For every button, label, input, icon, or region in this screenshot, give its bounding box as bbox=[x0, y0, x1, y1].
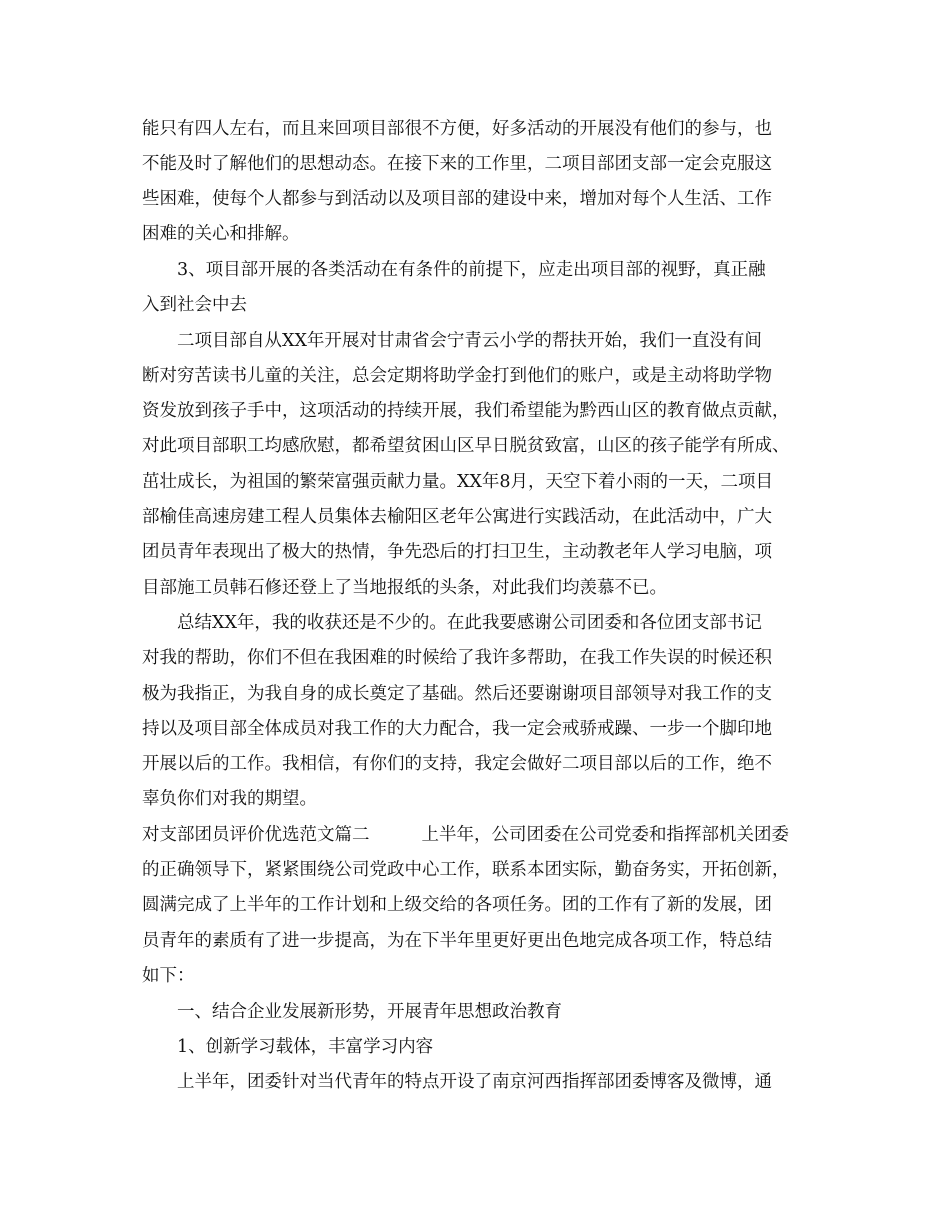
paragraph-line: 入到社会中去 bbox=[142, 295, 247, 315]
paragraph-line: 开展以后的工作。我相信，有你们的支持，我定会做好二项目部以后的工作，绝不 bbox=[142, 754, 772, 774]
paragraph-line: 困难的关心和排解。 bbox=[142, 224, 300, 244]
paragraph-line: 总结XX年，我的收获还是不少的。在此我要感谢公司团委和各位团支部书记 bbox=[177, 613, 762, 633]
paragraph-line: 如下： bbox=[142, 966, 195, 986]
paragraph-line: 二项目部自从XX年开展对甘肃省会宁青云小学的帮扶开始，我们一直没有间 bbox=[177, 331, 762, 351]
paragraph-line: 员青年的素质有了进一步提高，为在下半年里更好更出色地完成各项工作，特总结 bbox=[142, 931, 772, 951]
paragraph-line: 持以及项目部全体成员对我工作的大力配合，我一定会戒骄戒躁、一步一个脚印地 bbox=[142, 719, 772, 739]
paragraph-line: 断对穷苦读书儿童的关注，总会定期将助学金打到他们的账户，或是主动将助学物 bbox=[142, 366, 772, 386]
section-heading-line bbox=[142, 823, 789, 847]
paragraph-line: 能只有四人左右，而且来回项目部很不方便，好多活动的开展没有他们的参与，也 bbox=[142, 119, 772, 139]
paragraph-line: 部榆佳高速房建工程人员集体去榆阳区老年公寓进行实践活动，在此活动中，广大 bbox=[142, 507, 772, 527]
paragraph-line: 不能及时了解他们的思想动态。在接下来的工作里，二项目部团支部一定会克服这 bbox=[142, 154, 772, 174]
paragraph-line: 些困难，使每个人都参与到活动以及项目部的建设中来，增加对每个人生活、工作 bbox=[142, 189, 772, 209]
paragraph-line: 资发放到孩子手中，这项活动的持续开展，我们希望能为黔西山区的教育做点贡献， bbox=[142, 401, 790, 421]
section-first-line: 上半年，公司团委在公司党委和指挥部机关团委 bbox=[421, 825, 789, 845]
paragraph-line: 茁壮成长，为祖国的繁荣富强贡献力量。XX年8月，天空下着小雨的一天，二项目 bbox=[142, 472, 774, 492]
paragraph-line: 极为我指正，为我自身的成长奠定了基础。然后还要谢谢项目部领导对我工作的支 bbox=[142, 684, 772, 704]
paragraph-line: 对此项目部职工均感欣慰，都希望贫困山区早日脱贫致富，山区的孩子能学有所成、 bbox=[142, 436, 790, 456]
paragraph-line: 辜负你们对我的期望。 bbox=[142, 789, 317, 809]
paragraph-line: 圆满完成了上半年的工作计划和上级交给的各项任务。团的工作有了新的发展，团 bbox=[142, 895, 772, 915]
paragraph-line: 对我的帮助，你们不但在我困难的时候给了我许多帮助，在我工作失误的时候还积 bbox=[142, 648, 772, 668]
paragraph-line: 上半年，团委针对当代青年的特点开设了南京河西指挥部团委博客及微博，通 bbox=[177, 1072, 772, 1092]
subheading-line: 1、创新学习载体，丰富学习内容 bbox=[177, 1037, 434, 1057]
paragraph-line: 团员青年表现出了极大的热情，争先恐后的打扫卫生，主动教老年人学习电脑，项 bbox=[142, 542, 772, 562]
section-title: 对支部团员评价优选范文篇二 bbox=[142, 825, 370, 845]
paragraph-line: 3、项目部开展的各类活动在有条件的前提下，应走出项目部的视野，真正融 bbox=[177, 260, 766, 280]
paragraph-line: 的正确领导下，紧紧围绕公司党政中心工作，联系本团实际，勤奋务实，开拓创新， bbox=[142, 860, 790, 880]
paragraph-line: 目部施工员韩石修还登上了当地报纸的头条，对此我们均羡慕不已。 bbox=[142, 578, 667, 598]
subheading-line: 一、结合企业发展新形势，开展青年思想政治教育 bbox=[177, 1002, 562, 1022]
